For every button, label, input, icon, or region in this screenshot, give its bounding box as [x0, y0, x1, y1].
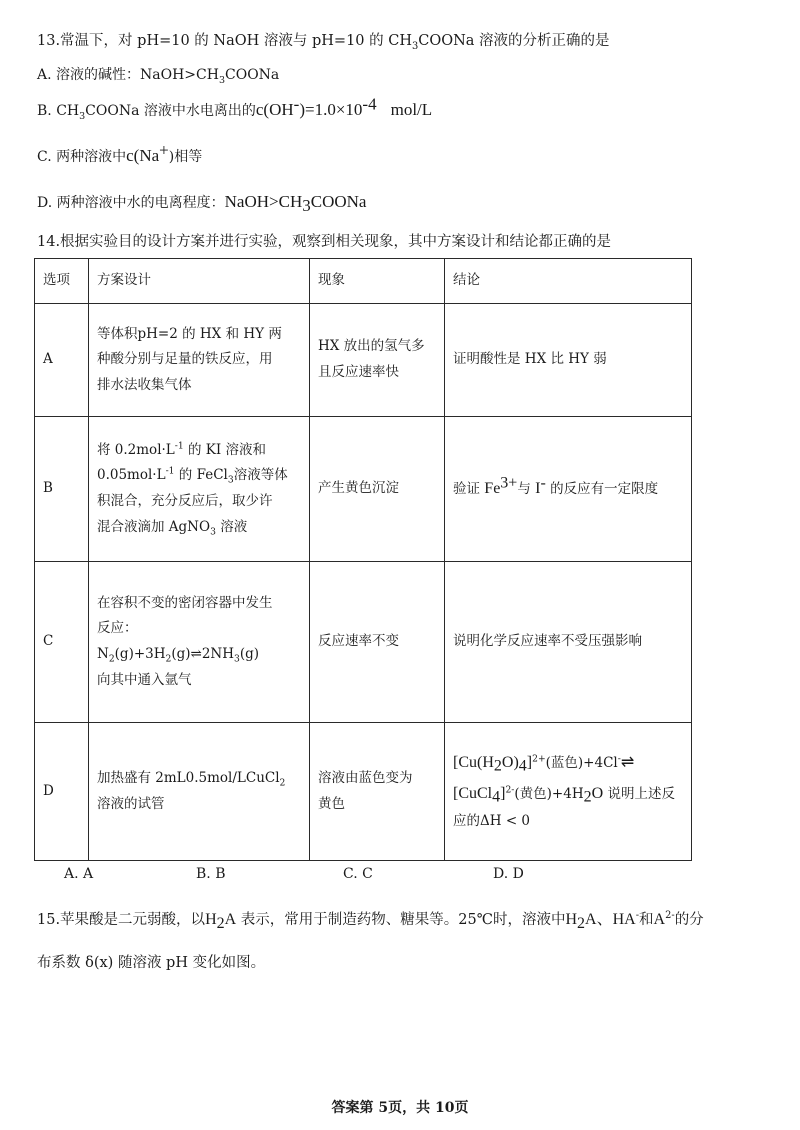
table-row-a [35, 304, 692, 417]
q13-option-b: B. $CH_3COONa$ 溶液中水电离出的$c(OH^-)=1.0\times 10^{-4}$ mol/L [37, 94, 433, 122]
q13-option-d: D. 两种溶液中水的电离程度：$NaOH>CH_3COONa$ [37, 192, 367, 215]
row-d-phenomenon: 溶液由蓝色变为 黄色 [310, 723, 445, 861]
row-c-label: C [35, 562, 89, 723]
table-row-c [35, 562, 692, 723]
row-b-label: B [35, 417, 89, 562]
table-row-d [35, 723, 692, 861]
table-row-b [35, 417, 692, 562]
q15-stem-line1: 15.苹果酸是二元弱酸，以$H_2A$ 表示，常用于制造药物、糖果等。25℃时，溶液中$H_2A$、HA-和$A^{2-}$的分 [37, 910, 704, 932]
q13-stem: 13.常温下，对 pH=10 的 NaOH 溶液与 pH=10 的 $CH_3COONa$ 溶液的分析正确的是 [37, 33, 610, 52]
row-d-label: D [35, 723, 89, 861]
header-design: 方案设计 [89, 259, 310, 304]
experiment-table [34, 258, 692, 861]
row-a-phenomenon: HX 放出的氢气多 且反应速率快 [310, 304, 445, 417]
row-d-conclusion: $[Cu(H_2O)_4]^{2+}$(蓝色)+4Cl-⇌ [CuCl$_4$]$^{2-}$(黄色)$+4H_2O$ 说明上述反 应的ΔH < 0 [445, 723, 692, 861]
row-d-design: 加热盛有 2mL0.5mol/LCuCl$_2$ 溶液的试管 [89, 723, 310, 861]
answer-choice-c: C. C [343, 866, 373, 882]
row-b-design: 将 $0.2mol\cdot L^{-1}$ 的 KI 溶液和 $0.05mol\cdot L^{-1}$ 的 FeCl$_3$溶液等体 积混合，充分反应后，取少许 混合液滴加 AgNO$_3$ 溶液 [89, 417, 310, 562]
answer-choice-b: B. B [196, 866, 226, 882]
row-a-conclusion: 证明酸性是 HX 比 HY 弱 [445, 304, 692, 417]
q15-stem-line2: 布系数 δ(x) 随溶液 pH 变化如图。 [37, 955, 266, 971]
row-b-phenomenon: 产生黄色沉淀 [310, 417, 445, 562]
q13-option-c: C. 两种溶液中c(Na+)相等 [37, 140, 203, 165]
header-conclusion: 结论 [445, 259, 692, 304]
answer-choice-d: D. D [493, 866, 524, 882]
row-b-conclusion: 验证 $Fe^{3+}$与 I- 的反应有一定限度 [445, 417, 692, 562]
row-c-conclusion: 说明化学反应速率不受压强影响 [445, 562, 692, 723]
header-option: 选项 [35, 259, 89, 304]
answer-choice-a: A. A [64, 866, 94, 882]
page-footer: 答案第 5页，共 10页 [331, 1100, 469, 1116]
row-c-design: 在容积不变的密闭容器中发生 反应： $N_2(g)+3H_2(g)\rightleftharpoons 2NH_3(g)$ 向其中通入氩气 [89, 562, 310, 723]
q14-stem: 14.根据实验目的设计方案并进行实验，观察到相关现象，其中方案设计和结论都正确的是 [37, 234, 612, 250]
row-a-label: A [35, 304, 89, 417]
row-c-phenomenon: 反应速率不变 [310, 562, 445, 723]
row-a-design: 等体积pH=2 的 HX 和 HY 两 种酸分别与足量的铁反应，用 排水法收集气体 [89, 304, 310, 417]
table-header-row [35, 259, 692, 304]
q13-option-a: A. 溶液的碱性：$NaOH>CH_3COONa$ [37, 67, 280, 86]
header-phenomenon: 现象 [310, 259, 445, 304]
